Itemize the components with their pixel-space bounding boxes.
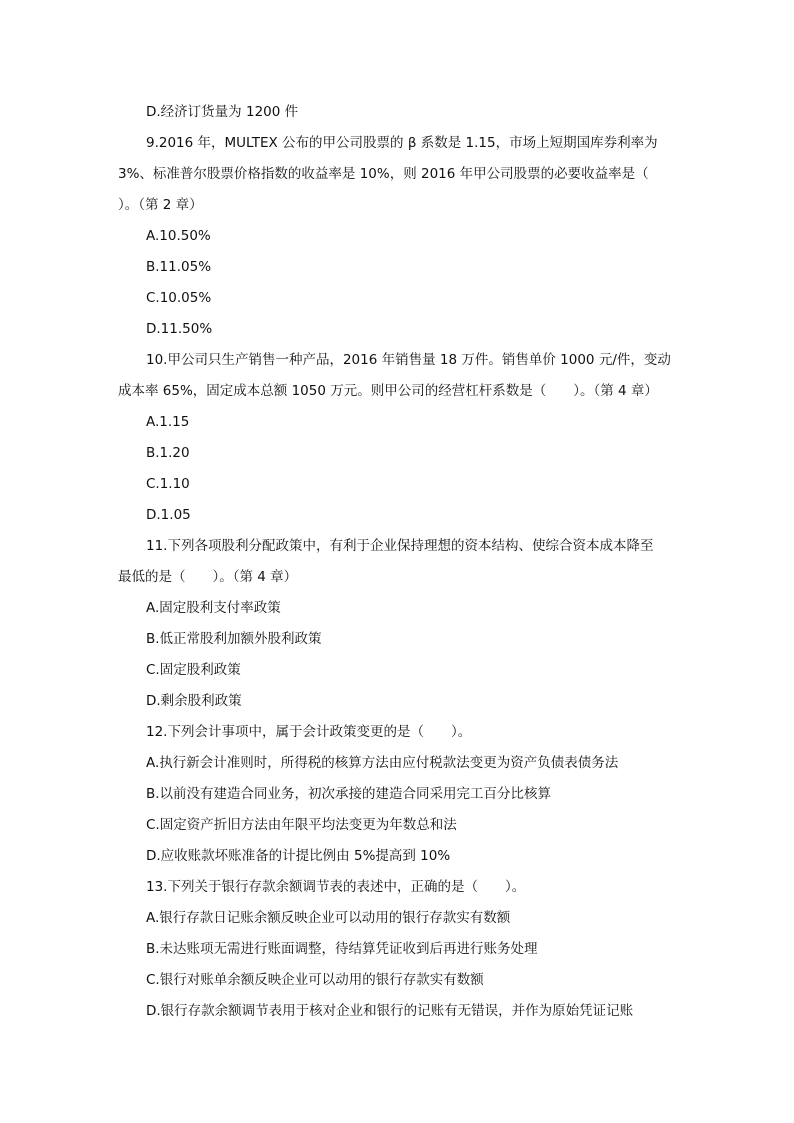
question-11: [118, 535, 678, 597]
q12-option-d: D.应收账款坏账准备的计提比例由 5%提高到 10%: [146, 848, 451, 864]
q8-option-d: D.经济订货量为 1200 件: [146, 104, 299, 120]
q13-option-a: A.银行存款日记账余额反映企业可以动用的银行存款实有数额: [146, 910, 511, 926]
q12-option-a: A.执行新会计准则时，所得税的核算方法由应付税款法变更为资产负债表债务法: [146, 755, 619, 771]
question-9-stem-line-2: 3%、标准普尔股票价格指数的收益率是 10%，则 2016 年甲公司股票的必要收益率是（: [118, 166, 649, 182]
question-12-stem-line-1: 12.下列会计事项中，属于会计政策变更的是（ ）。: [146, 724, 472, 740]
q10-option-b: B.1.20: [146, 445, 190, 461]
q10-option-a: A.1.15: [146, 414, 190, 430]
question-10: [118, 349, 678, 411]
question-9: [118, 132, 678, 225]
question-11-stem-line-1: 11.下列各项股利分配政策中，有利于企业保持理想的资本结构、使综合资本成本降至: [146, 538, 654, 554]
question-10-stem-line-1: 10.甲公司只生产销售一种产品，2016 年销售量 18 万件。销售单价 1000 元/件，变动: [146, 352, 671, 368]
question-12: [118, 721, 678, 752]
q11-option-d: D.剩余股利政策: [146, 693, 242, 709]
question-9-stem-line-1: 9.2016 年，MULTEX 公布的甲公司股票的 β 系数是 1.15，市场上短期国库券利率为: [146, 135, 658, 151]
question-13-stem-line-1: 13.下列关于银行存款余额调节表的表述中，正确的是（ ）。: [146, 879, 526, 895]
question-9-stem-line-3: ）。（第 2 章）: [118, 197, 203, 213]
q12-option-b: B.以前没有建造合同业务，初次承接的建造合同采用完工百分比核算: [146, 786, 552, 802]
q9-option-c: C.10.05%: [146, 290, 212, 306]
q10-option-d: D.1.05: [146, 507, 191, 523]
q10-option-c: C.1.10: [146, 476, 190, 492]
q13-option-d: D.银行存款余额调节表用于核对企业和银行的记账有无错误，并作为原始凭证记账: [146, 1003, 634, 1019]
q11-option-b: B.低正常股利加额外股利政策: [146, 631, 322, 647]
q9-option-b: B.11.05%: [146, 259, 212, 275]
q13-option-b: B.未达账项无需进行账面调整，待结算凭证收到后再进行账务处理: [146, 941, 538, 957]
question-13: [118, 876, 678, 907]
q13-option-c: C.银行对账单余额反映企业可以动用的银行存款实有数额: [146, 972, 484, 988]
document-content: [118, 101, 678, 1031]
question-11-stem-line-2: 最低的是（ ）。（第 4 章）: [118, 569, 298, 585]
question-10-stem-line-2: 成本率 65%，固定成本总额 1050 万元。则甲公司的经营杠杆系数是（ ）。（第 4 章）: [118, 383, 658, 399]
q9-option-d: D.11.50%: [146, 321, 213, 337]
q9-option-a: A.10.50%: [146, 228, 211, 244]
q12-option-c: C.固定资产折旧方法由年限平均法变更为年数总和法: [146, 817, 457, 833]
q11-option-c: C.固定股利政策: [146, 662, 241, 678]
q11-option-a: A.固定股利支付率政策: [146, 600, 281, 616]
